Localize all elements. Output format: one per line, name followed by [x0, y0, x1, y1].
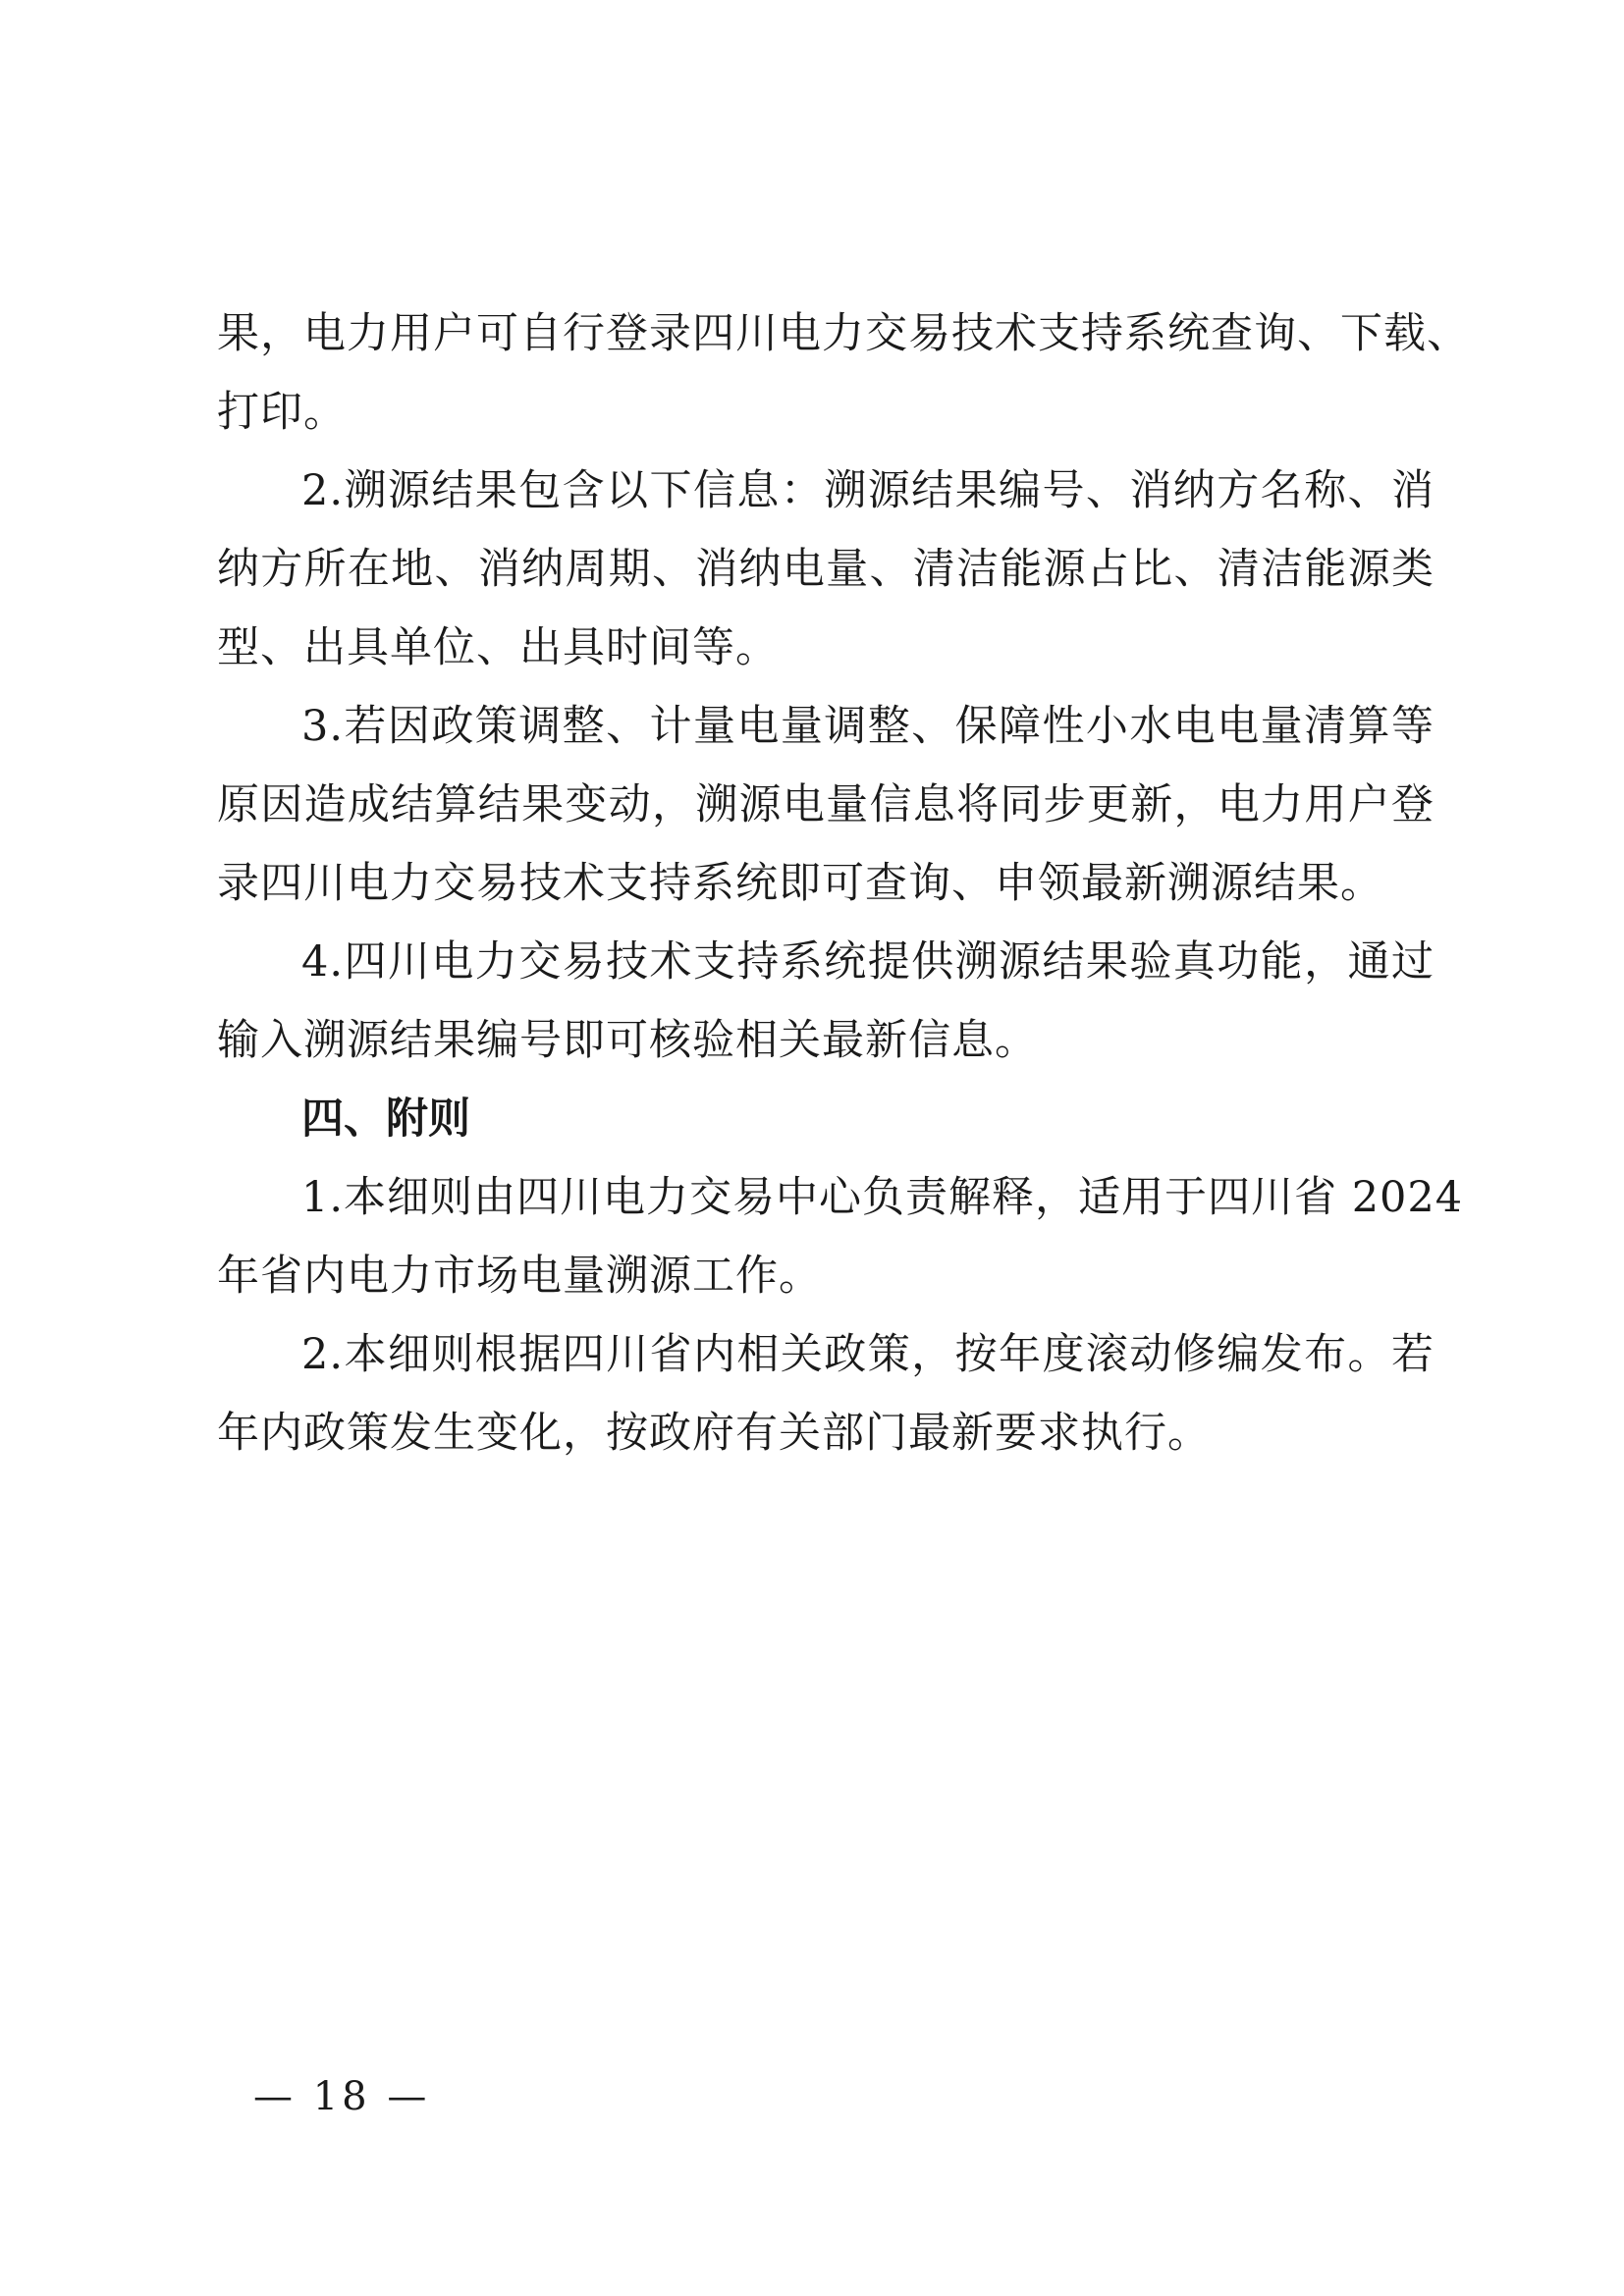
- text-line: 打印。: [217, 388, 347, 437]
- text-line: 1.本细则由四川电力交易中心负责解释，适用于四川省 2024: [301, 1173, 1464, 1222]
- text-line: 录四川电力交易技术支持系统即可查询、申领最新溯源结果。: [217, 859, 1383, 908]
- text-line: 果，电力用户可自行登录四川电力交易技术支持系统查询、下载、: [217, 309, 1470, 358]
- text-line: 4.四川电力交易技术支持系统提供溯源结果验真功能，通过: [301, 937, 1435, 987]
- text-line: 原因造成结算结果变动，溯源电量信息将同步更新，电力用户登: [217, 780, 1435, 829]
- text-line: 年省内电力市场电量溯源工作。: [217, 1252, 822, 1301]
- text-line: 3.若因政策调整、计量电量调整、保障性小水电电量清算等: [301, 702, 1435, 751]
- text-line: 纳方所在地、消纳周期、消纳电量、清洁能源占比、清洁能源类: [217, 545, 1435, 594]
- text-line: 输入溯源结果编号即可核验相关最新信息。: [217, 1016, 1038, 1065]
- section-heading: 四、附则: [301, 1095, 470, 1144]
- text-line: 型、出具单位、出具时间等。: [217, 623, 779, 672]
- text-line: 2.溯源结果包含以下信息：溯源结果编号、消纳方名称、消: [301, 466, 1435, 515]
- page-number: — 18 —: [253, 2074, 431, 2119]
- text-line: 2.本细则根据四川省内相关政策，按年度滚动修编发布。若: [301, 1330, 1435, 1379]
- text-line: 年内政策发生变化，按政府有关部门最新要求执行。: [217, 1409, 1211, 1458]
